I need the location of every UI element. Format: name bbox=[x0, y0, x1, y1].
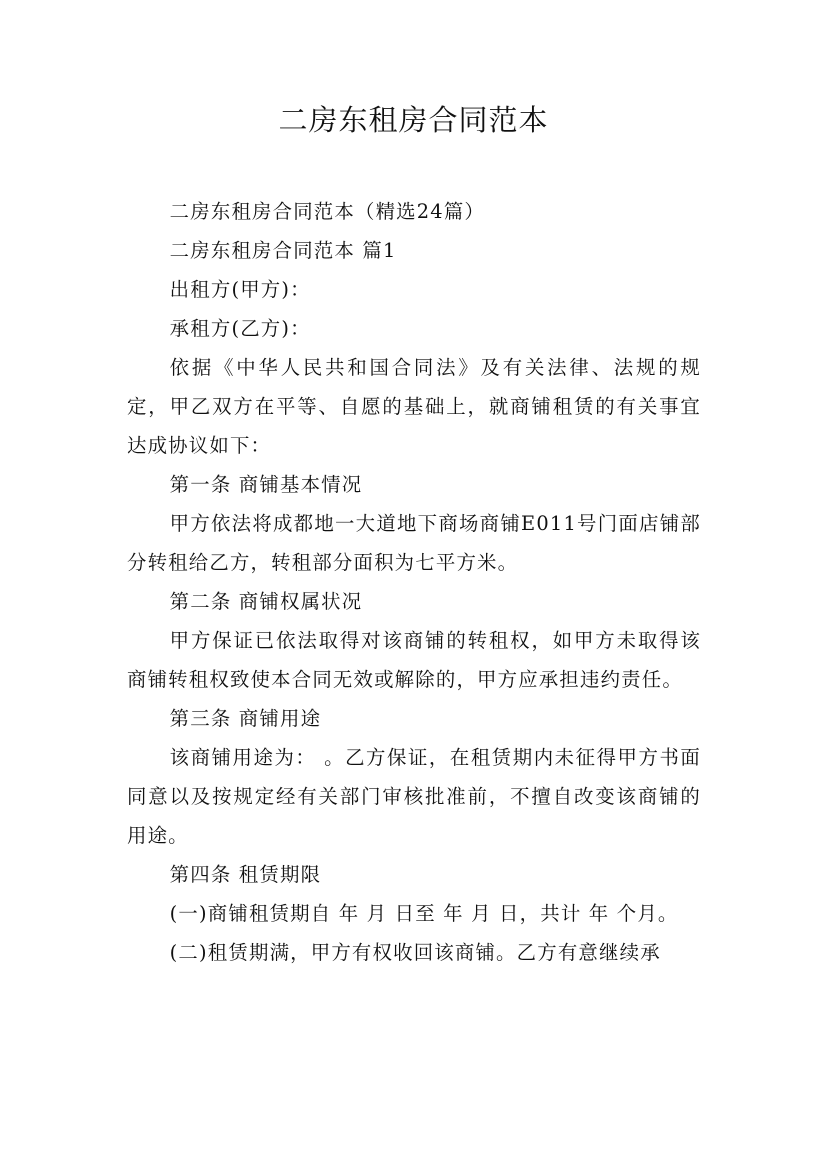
paragraph: 二房东租房合同范本 篇1 bbox=[169, 239, 397, 262]
section-heading: 第二条 商铺权属状况 bbox=[169, 590, 363, 613]
section-heading: 第三条 商铺用途 bbox=[169, 707, 322, 730]
paragraph: 二房东租房合同范本（精选24篇） bbox=[169, 200, 486, 223]
paragraph: (二)租赁期满，甲方有权收回该商铺。乙方有意继续承 bbox=[169, 941, 661, 964]
paragraph: (一)商铺租赁期自 年 月 日至 年 月 日，共计 年 个月。 bbox=[169, 902, 679, 925]
document-body bbox=[127, 192, 701, 972]
paragraph: 甲方保证已依法取得对该商铺的转租权，如甲方未取得该商铺转租权致使本合同无效或解除的，甲方应承担违约责任。 bbox=[127, 629, 701, 691]
section-heading: 第一条 商铺基本情况 bbox=[169, 473, 363, 496]
section-heading: 第四条 租赁期限 bbox=[169, 863, 322, 886]
paragraph: 出租方(甲方)： bbox=[169, 278, 311, 301]
paragraph: 依据《中华人民共和国合同法》及有关法律、法规的规定，甲乙双方在平等、自愿的基础上，就商铺租赁的有关事宜达成协议如下： bbox=[127, 356, 701, 457]
document-title: 二房东租房合同范本 bbox=[278, 103, 549, 137]
paragraph: 该商铺用途为： 。乙方保证，在租赁期内未征得甲方书面同意以及按规定经有关部门审核批准前，不擅自改变该商铺的用途。 bbox=[127, 746, 701, 847]
paragraph: 承租方(乙方)： bbox=[169, 317, 311, 340]
paragraph: 甲方依法将成都地一大道地下商场商铺E011号门面店铺部分转租给乙方，转租部分面积为七平方米。 bbox=[127, 512, 701, 574]
